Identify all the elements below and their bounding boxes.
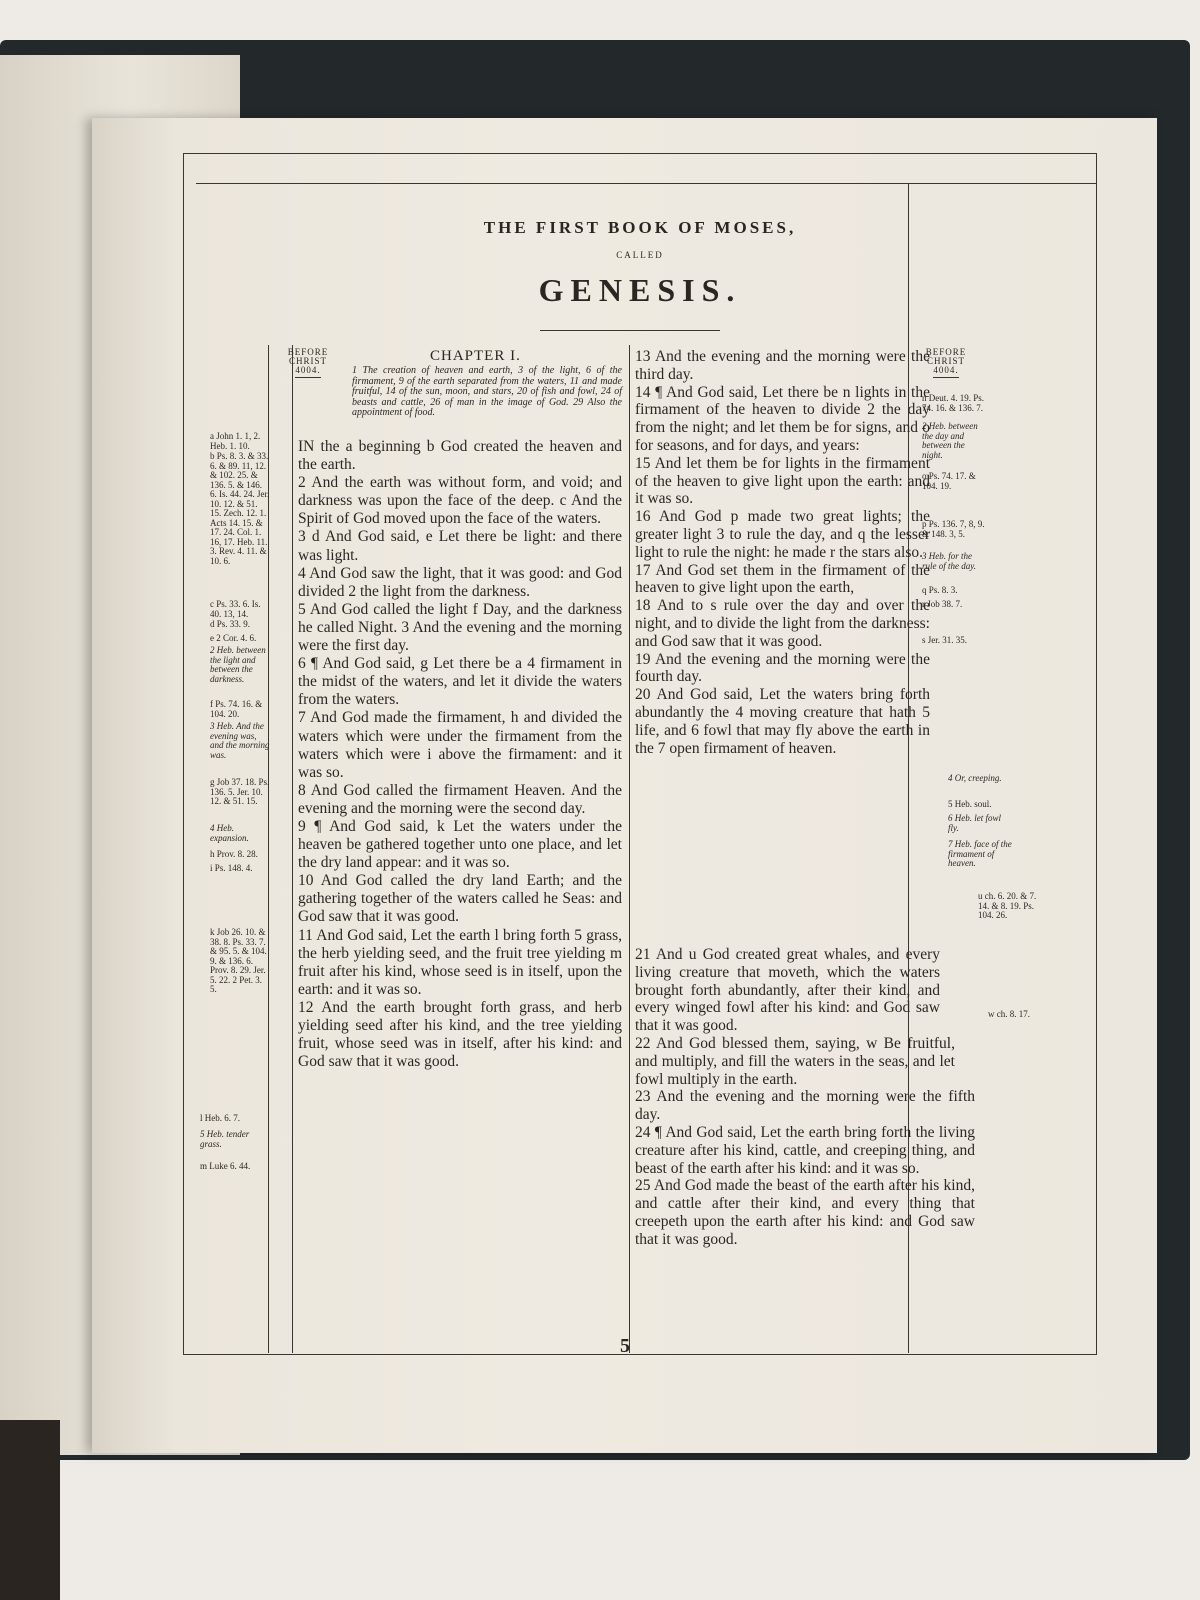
margin-note: w ch. 8. 17. (988, 1009, 1030, 1019)
margin-note: 2 Heb. between the day and between the night. (922, 421, 978, 460)
before-christ-year: 4004. (295, 366, 320, 378)
margin-note: 5 Heb. tender grass. (200, 1129, 250, 1149)
margin-note: 4 Or, creeping. (948, 773, 1002, 783)
verse: 9 ¶ And God said, k Let the waters under the heaven be gathered together unto one place, and let the dry land appear: and it was so. (298, 817, 622, 872)
margin-note: p Ps. 136. 7, 8, 9. & 148. 3, 5. (922, 519, 985, 539)
page-number: 5 (620, 1335, 630, 1357)
center-column-rule (629, 345, 630, 1353)
verse: 19 And the evening and the morning were the fourth day. (635, 650, 930, 686)
margin-note: h Prov. 8. 28. (210, 849, 258, 859)
verse: IN the a beginning b God created the heaven and the earth. (298, 438, 622, 474)
verse: 3 d And God said, e Let there be light: and there was light. (298, 528, 622, 564)
before-christ-left (276, 348, 340, 378)
margin-note: n Deut. 4. 19. Ps. 74. 16. & 136. 7. (922, 393, 985, 413)
verse: 6 ¶ And God said, g Let there be a 4 firmament in the midst of the waters, and let it divide the waters from the waters. (298, 655, 622, 709)
title-divider (540, 330, 720, 331)
margin-note: m Luke 6. 44. (200, 1161, 251, 1171)
book-spine (0, 1420, 60, 1600)
book-title: THE FIRST BOOK OF MOSES, (483, 218, 797, 237)
margin-note: f Ps. 74. 16. & 104. 20. (210, 699, 263, 719)
before-christ-label: BEFORE CHRIST (925, 347, 967, 366)
verse: 2 And the earth was without form, and void; and darkness was upon the face of the deep. c And the Spirit of God moved upon the face of the waters. (298, 474, 622, 528)
margin-note: 2 Heb. between the light and between the darkness. (210, 645, 266, 684)
verse: 20 And God said, Let the waters bring forth abundantly the 4 moving creature that hath 5 life, and 6 fowl that may fly above the earth in the 7 open firmament of heaven. (635, 686, 930, 757)
verse: 25 And God made the beast of the earth after his kind, and cattle after their kind, and every thing that creepeth upon the earth after his kind: and God saw that it was good. (635, 1177, 975, 1248)
margin-note: s Jer. 31. 35. (922, 635, 967, 645)
text-column-left (298, 438, 622, 1071)
verse: 4 And God saw the light, that it was good: and God divided 2 the light from the darkness. (298, 564, 622, 600)
verse: 15 And let them be for lights in the firmament of the heaven to give light upon the earth: and it was so. (635, 454, 930, 508)
margin-note: k Job 26. 10. & 38. 8. Ps. 33. 7. & 95. 5. & 104. 9. & 136. 6. Prov. 8. 29. Jer. 5. 22. 2 Pet. 3. 5. (210, 927, 267, 994)
verse: 16 And God p made two great lights; the greater light 3 to rule the day, and q the lesser light to rule the night: he made r the stars also. (635, 508, 930, 561)
verse: 14 ¶ And God said, Let there be n lights in the firmament of the heaven to divide 2 the day from the night; and let them be for signs, and o for seasons, and for days, and years: (635, 383, 930, 454)
verse: 24 ¶ And God said, Let the earth bring forth the living creature after his kind, cattle, and creeping thing, and beast of the earth after his kind: and it was so. (635, 1123, 975, 1177)
margin-note: 3 Heb. And the evening was, and the morning was. (210, 721, 270, 760)
verse: 23 And the evening and the morning were the fifth day. (635, 1088, 975, 1124)
margin-note: a John 1. 1, 2. Heb. 1. 10. (210, 431, 261, 451)
margin-note: 4 Heb. expansion. (210, 823, 249, 843)
verse: 21 And u God created great whales, and every living creature that moveth, which the waters brought forth abundantly, after their kind, and every winged fowl after his kind: and God saw that it was good. (635, 946, 940, 1035)
margin-note: c Ps. 33. 6. Is. 40. 13, 14. (210, 599, 261, 619)
left-margin-rule-inner (292, 345, 293, 1353)
verse: 18 And to s rule over the day and over the night, and to divide the light from the darkness: and God saw that it was good. (635, 597, 930, 650)
margin-note: b Ps. 8. 3. & 33. 6. & 89. 11, 12. & 102. 25. & 136. 5. & 146. 6. Is. 44. 24. Jer. 10. 12. & 51. 15. Zech. 12. 1. Acts 14. 15. & 17. 24. Col. 1. 16, 17. Heb. 11. 3. Rev. 4. 11. & 10. 6. (210, 451, 270, 566)
verse: 17 And God set them in the firmament of the heaven to give light upon the earth, (635, 561, 930, 597)
margin-note: l Heb. 6. 7. (200, 1113, 240, 1123)
margin-note: q Ps. 8. 3. (922, 585, 958, 595)
text-column-right (635, 348, 930, 757)
margin-note: o Ps. 74. 17. & 104. 19. (922, 471, 976, 491)
verse: 5 And God called the light f Day, and the darkness he called Night. 3 And the evening and the morning were the first day. (298, 600, 622, 655)
before-christ-year: 4004. (933, 366, 958, 378)
book-name: GENESIS. (538, 272, 742, 308)
verse: 8 And God called the firmament Heaven. And the evening and the morning were the second day. (298, 781, 622, 817)
margin-note: 3 Heb. for the rule of the day. (922, 551, 976, 571)
margin-note: 7 Heb. face of the firmament of heaven. (948, 839, 1012, 868)
chapter-heading: CHAPTER I. (430, 348, 521, 364)
verse: 11 And God said, Let the earth l bring forth 5 grass, the herb yielding seed, and the fruit tree yielding m fruit after his kind, whose seed is in itself, upon the earth: and it was so. (298, 926, 622, 998)
verse: 22 And God blessed them, saying, w Be fruitful, and multiply, and fill the waters in the seas, and let fowl multiply in the earth. (635, 1034, 955, 1088)
margin-note: 5 Heb. soul. (948, 799, 992, 809)
margin-note: u ch. 6. 20. & 7. 14. & 8. 19. Ps. 104. 26. (978, 891, 1037, 920)
chapter-summary: 1 The creation of heaven and earth, 3 of the light, 6 of the firmament, 9 of the earth separated from the waters, 11 and made fruitful, 14 of the sun, moon, and stars, 20 of fish and fowl, 24 of beasts and cattle, 26 of man in the image of God. 29 Also the appointment of food. (352, 365, 622, 418)
margin-note: d Ps. 33. 9. (210, 619, 251, 629)
text-column-right-lower (635, 946, 975, 1249)
margin-note: r Job 38. 7. (922, 599, 963, 609)
verse: 7 And God made the firmament, h and divided the waters which were under the firmament from the waters which were i above the firmament: and it was so. (298, 709, 622, 781)
verse: 12 And the earth brought forth grass, and herb yielding seed after his kind, and the tree yielding fruit, whose seed was in itself, after his kind: and God saw that it was good. (298, 998, 622, 1071)
margin-note: i Ps. 148. 4. (210, 863, 253, 873)
called-label: CALLED (616, 250, 664, 260)
verse: 13 And the evening and the morning were the third day. (635, 348, 930, 383)
margin-note: g Job 37. 18. Ps. 136. 5. Jer. 10. 12. & 51. 15. (210, 777, 270, 806)
verse: 10 And God called the dry land Earth; and the gathering together of the waters called he Seas: and God saw that it was good. (298, 872, 622, 926)
margin-note: 6 Heb. let fowl fly. (948, 813, 1001, 833)
before-christ-label: BEFORE CHRIST (287, 347, 329, 366)
margin-note: e 2 Cor. 4. 6. (210, 633, 257, 643)
